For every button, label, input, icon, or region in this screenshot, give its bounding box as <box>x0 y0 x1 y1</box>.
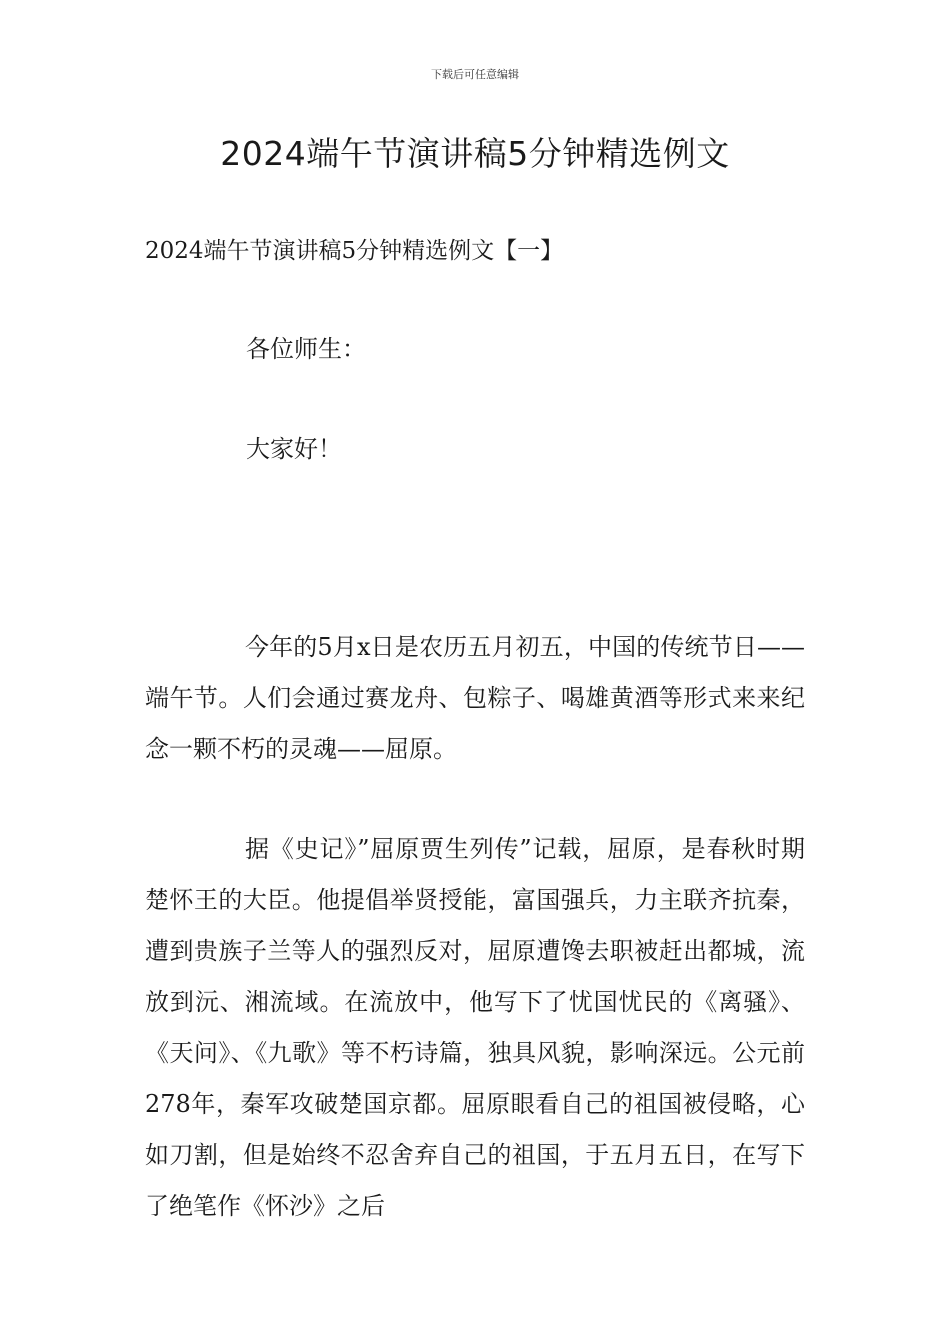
section-heading: 2024端午节演讲稿5分钟精选例文【一】 <box>145 238 564 264</box>
header-note: 下载后可任意编辑 <box>431 68 519 81</box>
paragraph-2: 据《史记》”屈原贾生列传”记载，屈原，是春秋时期楚怀王的大臣。他提倡举贤授能，富国强兵，力主联齐抗秦，遭到贵族子兰等人的强烈反对，屈原遭馋去职被赶出都城，流放到沅、湘流域。在流放中，他写下了忧国忧民的《离骚》、《天问》、《九歌》等不朽诗篇，独具风貌，影响深远。公元前278年，秦军攻破楚国京都。屈原眼看自己的祖国被侵略，心如刀割，但是始终不忍舍弃自己的祖国，于五月五日，在写下了绝笔作《怀沙》之后 <box>145 835 805 1220</box>
document-title: 2024端午节演讲稿5分钟精选例文 <box>220 134 730 173</box>
salutation: 各位师生： <box>246 335 366 363</box>
paragraph-1: 今年的5月x日是农历五月初五，中国的传统节日——端午节。人们会通过赛龙舟、包粽子、喝雄黄酒等形式来来纪念一颗不朽的灵魂——屈原。 <box>145 633 805 763</box>
greeting: 大家好！ <box>246 435 342 463</box>
